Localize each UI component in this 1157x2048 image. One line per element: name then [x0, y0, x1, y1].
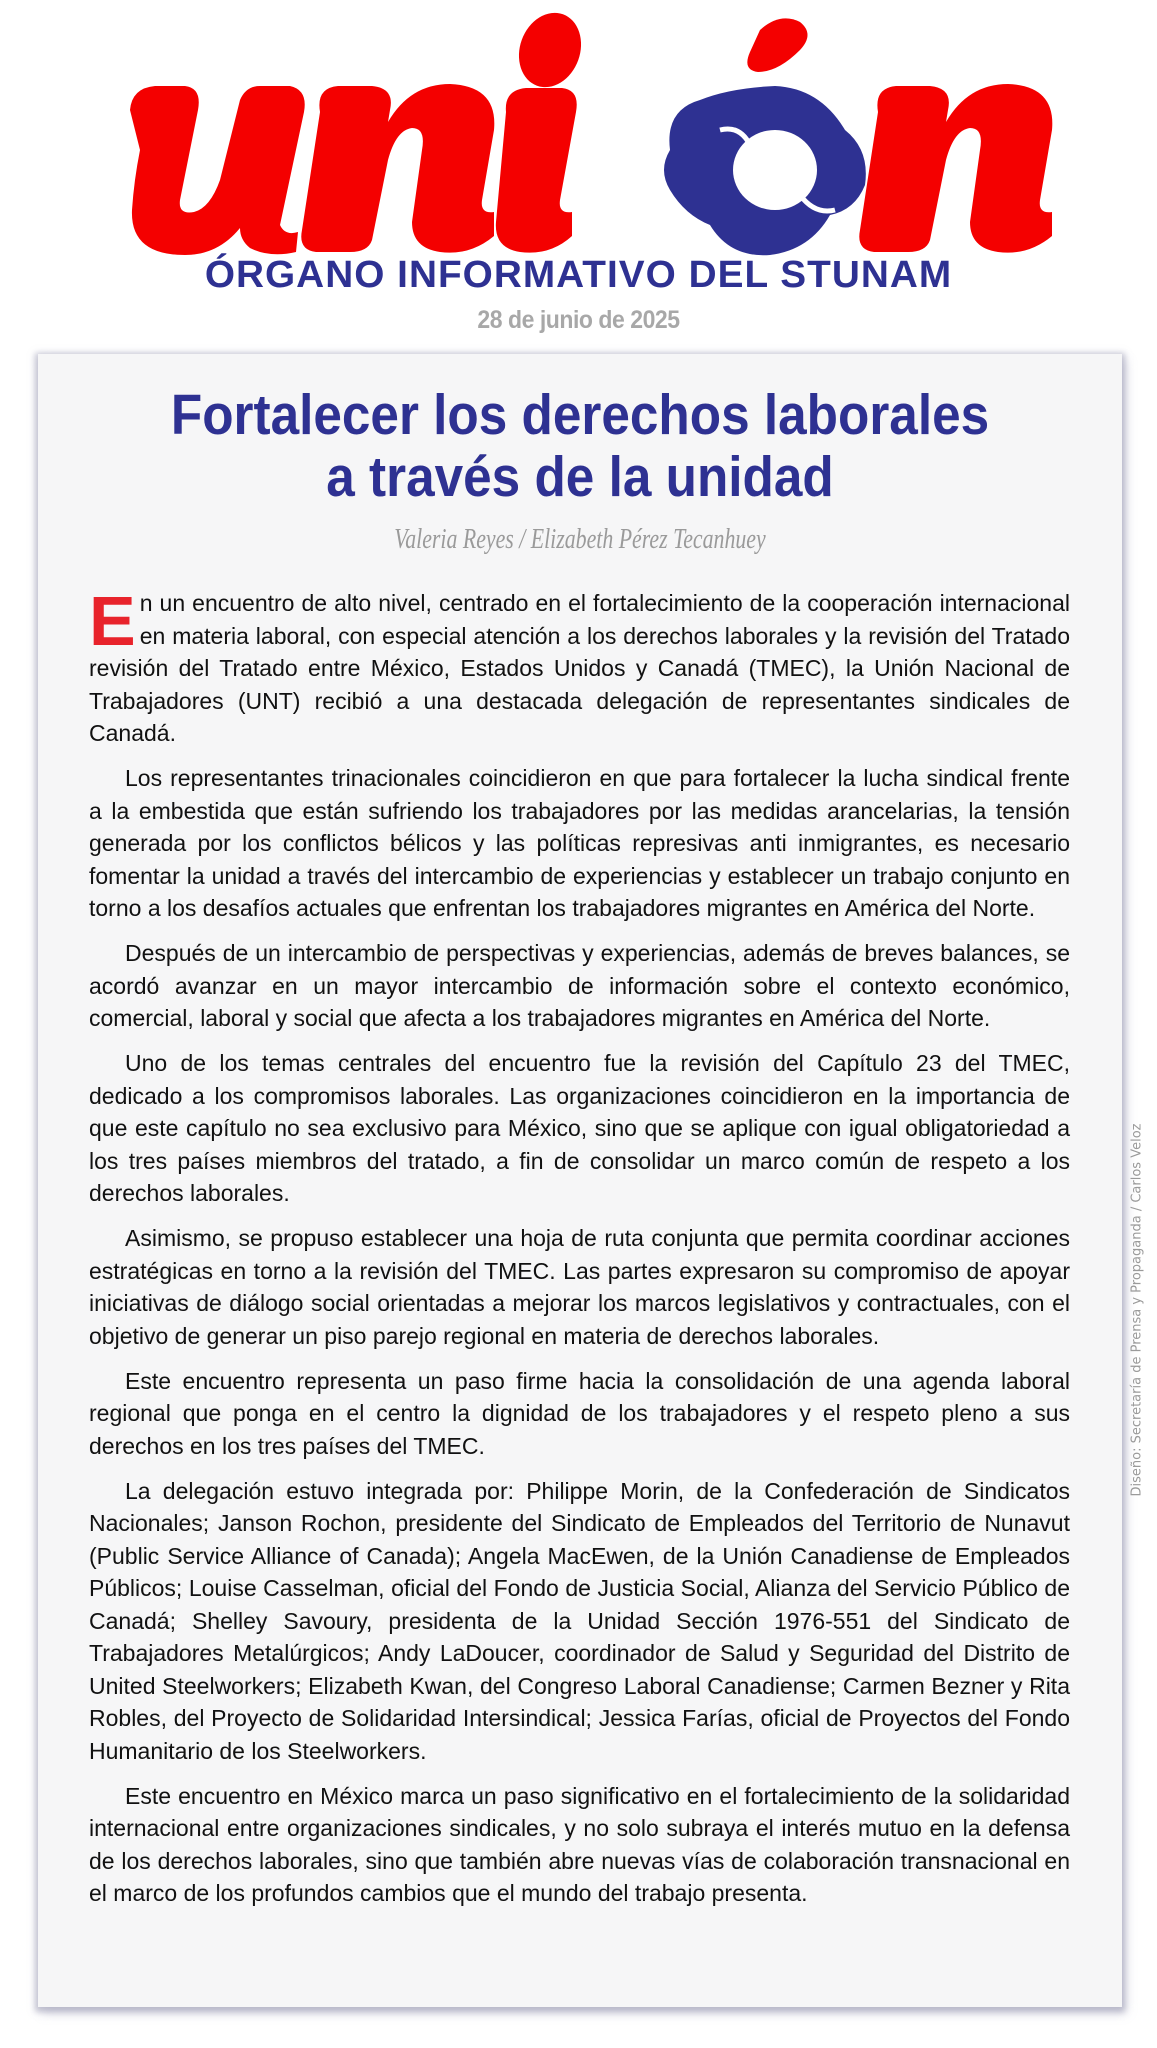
- article-paragraph: Después de un intercambio de perspectivas y experiencias, además de breves balances, se acordó avanzar en un mayor intercambio de información sobre el contexto económico, comercial, laboral y social que afecta a los trabajadores migrantes en América del Norte.: [89, 940, 1070, 1031]
- paragraph-text: n un encuentro de alto nivel, centrado en el fortalecimiento de la cooperación internacional en materia laboral, con especial atención a los derechos laborales y la revisión del Tratado revisión del Tratado entre México, Estados Unidos y Canadá (TMEC), la Unión Nacional de Trabajadores (UNT) recibió a una destacada delegación de representantes sindicales de Canadá.: [89, 590, 1070, 746]
- article-headline: [92, 384, 1068, 508]
- article-body: [89, 582, 1070, 1922]
- article-card: [38, 354, 1122, 2007]
- headline-line-1: Fortalecer los derechos laborales: [170, 383, 990, 447]
- design-credit: [1127, 1080, 1147, 1540]
- union-logo-graphic: [110, 0, 1060, 270]
- drop-cap: E: [89, 582, 136, 660]
- article-paragraph: [89, 582, 1070, 750]
- article-paragraph: Este encuentro en México marca un paso significativo en el fortalecimiento de la solidaridad internacional entre organizaciones sindicales, y no solo subraya el interés mutuo en la defensa de los derechos laborales, sino que también abre nuevas vías de colaboración transnacional en el marco de los profundos cambios que el mundo del trabajo presenta.: [89, 1782, 1070, 1906]
- article-paragraph: Uno de los temas centrales del encuentro fue la revisión del Capítulo 23 del TMEC, dedicado a los compromisos laborales. Las organizaciones coincidieron en la importancia de que este capítulo no sea exclusivo para México, sino que se aplique con igual obligatoriedad a los tres países miembros del tratado, a fin de consolidar un marco común de respeto a los derechos laborales.: [89, 1050, 1070, 1206]
- logo-letter-n2: [859, 84, 1052, 253]
- publication-subtitle: ÓRGANO INFORMATIVO DEL STUNAM: [204, 254, 953, 296]
- logo-accent: [747, 18, 807, 72]
- logo-letter-u: [130, 86, 305, 255]
- logo-letter-i: [496, 4, 591, 253]
- article-paragraph: Asimismo, se propuso establecer una hoja de ruta conjunta que permita coordinar acciones estratégicas en torno a la revisión del TMEC. Las partes expresaron su compromiso de apoyar iniciativas de diálogo social orientadas a mejorar los marcos legislativos y contractuales, con el objetivo de generar un piso parejo regional en materia de derechos laborales.: [89, 1225, 1070, 1349]
- article-paragraph: Los representantes trinacionales coincidieron en que para fortalecer la lucha sindical frente a la embestida que están sufriendo los trabajadores por las medidas arancelarias, la tensión generada por los conflictos bélicos y las políticas represivas anti inmigrantes, es necesario fomentar la unidad a través del intercambio de experiencias y establecer un trabajo conjunto en torno a los desafíos actuales que enfrentan los trabajadores migrantes en América del Norte.: [89, 765, 1070, 921]
- article-paragraph: Este encuentro representa un paso firme hacia la consolidación de una agenda laboral regional que ponga en el centro la dignidad de los trabajadores y el respeto pleno a sus derechos en los tres países del TMEC.: [89, 1367, 1070, 1459]
- article-byline: Valeria Reyes / Elizabeth Pérez Tecanhuey: [394, 524, 766, 555]
- article-paragraph: La delegación estuvo integrada por: Philippe Morin, de la Confederación de Sindicatos Nacionales; Janson Rochon, presidente del Sindicato de Empleados del Territorio de Nunavut (Public Service Alliance of Canada); Angela MacEwen, de la Unión Canadiense de Empleados Públicos; Louise Casselman, oficial del Fondo de Justicia Social, Alianza del Servicio Público de Canadá; Shelley Savoury, presidenta de la Unidad Sección 1976-551 del Sindicato de Trabajadores Metalúrgicos; Andy LaDoucer, coordinador de Salud y Seguridad del Distrito de United Steelworkers; Elizabeth Kwan, del Congreso Laboral Canadiense; Carmen Bezner y Rita Robles, del Proyecto de Solidaridad Intersindical; Jessica Farías, oficial de Proyectos del Fondo Humanitario de los Steelworkers.: [89, 1477, 1070, 1764]
- publication-date: 28 de junio de 2025: [477, 306, 680, 334]
- logo-letter-n: [301, 84, 494, 253]
- headline-line-2: a través de la unidad: [326, 445, 834, 509]
- design-credit-text: Diseño: Secretaría de Prensa y Propaganda / Carlos Veloz: [1129, 1123, 1145, 1497]
- masthead: [0, 0, 1157, 350]
- union-logo: [110, 0, 1060, 270]
